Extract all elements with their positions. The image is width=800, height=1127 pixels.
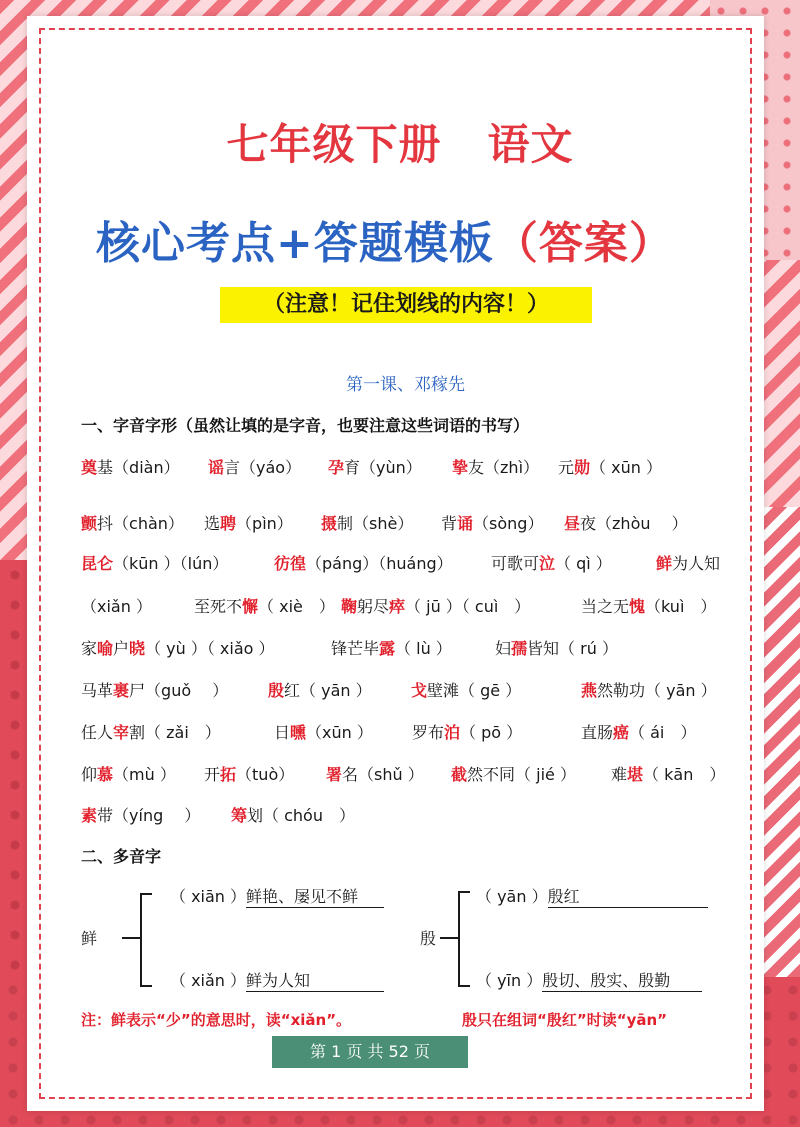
vocab-row	[81, 594, 741, 620]
vocab-char: 妇	[495, 639, 512, 658]
poly-yin-bottom-pinyin: （ yīn ）	[476, 971, 543, 990]
poly-xian-top	[170, 884, 384, 908]
vocab-item	[194, 594, 335, 617]
vocab-pinyin: （guǒ ）	[145, 681, 229, 700]
vocab-char: 育	[344, 458, 361, 477]
notice-banner: （注意！记住划线的内容！）	[220, 287, 592, 323]
vocab-highlight-char: 勋	[574, 458, 591, 477]
vocab-item	[81, 636, 275, 659]
brace-tick-2	[440, 937, 458, 939]
vocab-row	[81, 455, 741, 481]
vocab-char: 基	[97, 458, 114, 477]
vocab-item	[331, 636, 452, 659]
vocab-pinyin: （ jié ）	[515, 765, 576, 784]
vocab-highlight-char: 谣	[208, 458, 225, 477]
vocab-highlight-char: 拓	[220, 765, 237, 784]
vocab-highlight-char: 晓	[129, 639, 146, 658]
vocab-pinyin: （ yān ）	[300, 681, 372, 700]
vocab-highlight-char: 懈	[242, 597, 259, 616]
poly-xian-bottom	[170, 968, 384, 992]
vocab-item	[326, 762, 424, 785]
vocab-char: 任人	[81, 723, 114, 742]
vocab-item	[81, 720, 221, 743]
vocab-item	[81, 511, 184, 534]
vocab-char: 割	[129, 723, 146, 742]
note-xian: 注：鲜表示“少”的意思时，读“xiǎn”。	[81, 1011, 352, 1029]
vocab-item	[268, 678, 372, 701]
vocab-highlight-char: 挚	[452, 458, 469, 477]
vocab-highlight-char: 愧	[629, 597, 646, 616]
page-title-line1	[0, 112, 800, 172]
vocab-highlight-char: 泊	[444, 723, 461, 742]
vocab-pinyin: （tuò）	[236, 765, 295, 784]
vocab-char: 日	[274, 723, 291, 742]
vocab-char: 元	[558, 458, 575, 477]
vocab-pinyin: （ ái ）	[629, 723, 697, 742]
vocab-pinyin: （xūn ）	[306, 723, 373, 742]
title-answer: （答案）	[493, 218, 674, 269]
vocab-highlight-char: 殷	[268, 681, 285, 700]
vocab-char: 然不同	[467, 765, 516, 784]
vocab-char: 尸	[129, 681, 146, 700]
vocab-pinyin: （ jū ）（ cuì ）	[405, 597, 531, 616]
vocab-pinyin: （ yān ）	[645, 681, 717, 700]
vocab-highlight-char: 截	[451, 765, 468, 784]
vocab-item	[81, 762, 176, 785]
vocab-char: 直肠	[581, 723, 614, 742]
vocab-row	[81, 720, 741, 746]
vocab-pinyin: （shǔ ）	[358, 765, 424, 784]
vocab-pinyin: （ gē ）	[459, 681, 522, 700]
vocab-item	[558, 455, 662, 478]
vocab-pinyin: （sòng）	[473, 514, 544, 533]
vocab-char: 可歌可	[491, 554, 540, 573]
vocab-row	[81, 762, 741, 788]
vocab-item	[81, 594, 152, 617]
vocab-highlight-char: 鞠	[341, 597, 358, 616]
vocab-char: 友	[468, 458, 485, 477]
poly-yin-top-pinyin: （ yān ）	[476, 887, 548, 906]
poly-xian-top-pinyin: （ xiān ）	[170, 887, 247, 906]
section-title-polyphonic: 二、多音字	[81, 847, 162, 866]
vocab-highlight-char: 露	[379, 639, 396, 658]
vocab-char: 仰	[81, 765, 98, 784]
vocab-item	[204, 762, 294, 785]
vocab-char: 皆知	[527, 639, 560, 658]
poly-xian-top-words: 鲜艳、屡见不鲜	[246, 884, 384, 908]
vocab-item	[411, 678, 521, 701]
vocab-item	[204, 511, 293, 534]
vocab-item	[81, 551, 228, 574]
page-footer: 第 1 页 共 52 页	[272, 1036, 468, 1068]
vocab-pinyin: （ lù ）	[395, 639, 452, 658]
vocab-highlight-char: 聘	[220, 514, 237, 533]
vocab-pinyin: （ xiè ）	[258, 597, 335, 616]
vocab-char: 开	[204, 765, 221, 784]
vocab-pinyin: （chàn）	[113, 514, 184, 533]
vocab-pinyin: （ kān ）	[643, 765, 726, 784]
vocab-item	[452, 455, 539, 478]
vocab-item	[274, 551, 453, 574]
vocab-item	[81, 803, 200, 826]
vocab-item	[564, 511, 688, 534]
vocab-char: 为人知	[672, 554, 721, 573]
vocab-item	[581, 720, 696, 743]
vocab-pinyin: （pìn）	[236, 514, 293, 533]
vocab-item	[412, 720, 522, 743]
poly-char-yin: 殷	[420, 929, 437, 948]
vocab-pinyin: （yáo）	[240, 458, 302, 477]
brace-tick-1	[122, 937, 140, 939]
vocab-char: 抖	[97, 514, 114, 533]
vocab-char: 壁滩	[427, 681, 460, 700]
vocab-item	[231, 803, 355, 826]
vocab-pinyin: （zhì）	[484, 458, 540, 477]
vocab-row	[81, 511, 741, 537]
vocab-char: 躬尽	[357, 597, 390, 616]
vocab-item	[81, 455, 180, 478]
vocab-pinyin: （ chóu ）	[263, 806, 355, 825]
vocab-highlight-char: 奠	[81, 458, 98, 477]
vocab-highlight-char: 颤	[81, 514, 98, 533]
vocab-highlight-char: 泣	[539, 554, 556, 573]
vocab-highlight-char: 瘁	[389, 597, 406, 616]
vocab-highlight-char: 诵	[457, 514, 474, 533]
vocab-item	[274, 720, 373, 743]
vocab-row	[81, 551, 741, 577]
vocab-item	[656, 551, 720, 574]
vocab-highlight-char: 孕	[328, 458, 345, 477]
vocab-char: 划	[247, 806, 264, 825]
vocab-highlight-char: 昆仑	[81, 554, 114, 573]
vocab-highlight-char: 堪	[627, 765, 644, 784]
vocab-pinyin: （kūn ）（lún）	[113, 554, 229, 573]
vocab-item	[491, 551, 612, 574]
vocab-item	[208, 455, 301, 478]
vocab-item	[81, 678, 228, 701]
vocab-highlight-char: 鲜	[656, 554, 673, 573]
vocab-pinyin: （zhòu ）	[596, 514, 688, 533]
vocab-pinyin: （páng）（huáng）	[306, 554, 453, 573]
vocab-char: 背	[441, 514, 458, 533]
vocab-pinyin: （ qì ）	[555, 554, 612, 573]
poly-yin-bottom-words: 殷切、殷实、殷勤	[542, 968, 702, 992]
vocab-highlight-char: 癌	[613, 723, 630, 742]
vocab-char: 夜	[580, 514, 597, 533]
vocab-pinyin: （ rú ）	[559, 639, 618, 658]
poly-yin-top-words: 殷红	[548, 884, 708, 908]
vocab-char: 然勒功	[597, 681, 646, 700]
vocab-char: 难	[611, 765, 628, 784]
vocab-highlight-char: 彷徨	[274, 554, 307, 573]
vocab-pinyin: （xiǎn ）	[81, 597, 152, 616]
vocab-item	[581, 678, 717, 701]
vocab-row	[81, 678, 741, 704]
vocab-item	[581, 594, 716, 617]
vocab-pinyin: （ yù ）（ xiǎo ）	[145, 639, 275, 658]
vocab-row	[81, 803, 741, 829]
vocab-pinyin: （ pō ）	[460, 723, 523, 742]
vocab-char: 当之无	[581, 597, 630, 616]
poly-xian-bottom-words: 鲜为人知	[246, 968, 384, 992]
section-title-pronunciation: 一、字音字形（虽然让填的是字音，也要注意这些词语的书写）	[81, 416, 530, 435]
poly-char-xian: 鲜	[81, 929, 98, 948]
vocab-item	[328, 455, 422, 478]
vocab-row	[81, 636, 741, 662]
vocab-highlight-char: 裹	[113, 681, 130, 700]
vocab-pinyin: （mù ）	[113, 765, 176, 784]
poly-xian-bottom-pinyin: （ xiǎn ）	[170, 971, 247, 990]
vocab-highlight-char: 孺	[511, 639, 528, 658]
note-yin: 殷只在组词“殷红”时读“yān”	[462, 1011, 668, 1029]
vocab-item	[441, 511, 543, 534]
title-grade: 七年级下册	[226, 120, 442, 169]
vocab-pinyin: （diàn）	[113, 458, 180, 477]
poly-yin-bottom	[476, 968, 702, 992]
brace-left-1	[140, 893, 152, 987]
vocab-item	[341, 594, 530, 617]
vocab-pinyin: （yíng ）	[113, 806, 201, 825]
vocab-char: 马革	[81, 681, 114, 700]
vocab-item	[611, 762, 725, 785]
poly-yin-top	[476, 884, 708, 908]
vocab-highlight-char: 燕	[581, 681, 598, 700]
vocab-pinyin: （ zǎi ）	[145, 723, 221, 742]
vocab-item	[451, 762, 576, 785]
vocab-char: 言	[224, 458, 241, 477]
vocab-char: 带	[97, 806, 114, 825]
vocab-highlight-char: 慕	[97, 765, 114, 784]
vocab-char: 家	[81, 639, 98, 658]
title-subject: 语文	[487, 120, 574, 169]
vocab-char: 户	[113, 639, 130, 658]
title-main: 核心考点+答题模板	[96, 218, 494, 269]
vocab-char: 红	[284, 681, 301, 700]
vocab-highlight-char: 素	[81, 806, 98, 825]
vocab-item	[495, 636, 618, 659]
vocab-char: 锋芒毕	[331, 639, 380, 658]
vocab-char: 选	[204, 514, 221, 533]
vocab-highlight-char: 昼	[564, 514, 581, 533]
vocab-highlight-char: 喻	[97, 639, 114, 658]
vocab-highlight-char: 筹	[231, 806, 248, 825]
vocab-pinyin: （ xūn ）	[590, 458, 662, 477]
vocab-highlight-char: 曛	[290, 723, 307, 742]
vocab-pinyin: （kuì ）	[645, 597, 717, 616]
vocab-char: 至死不	[194, 597, 243, 616]
vocab-highlight-char: 戈	[411, 681, 428, 700]
vocab-pinyin: （yùn）	[360, 458, 422, 477]
vocab-char: 制	[337, 514, 354, 533]
brace-left-2	[458, 891, 470, 987]
vocab-item	[321, 511, 413, 534]
vocab-char: 名	[342, 765, 359, 784]
page-title-line2	[96, 207, 674, 271]
vocab-highlight-char: 宰	[113, 723, 130, 742]
lesson-title: 第一课、邓稼先	[346, 375, 465, 395]
vocab-highlight-char: 署	[326, 765, 343, 784]
vocab-highlight-char: 摄	[321, 514, 338, 533]
vocab-pinyin: （shè）	[353, 514, 414, 533]
vocab-char: 罗布	[412, 723, 445, 742]
